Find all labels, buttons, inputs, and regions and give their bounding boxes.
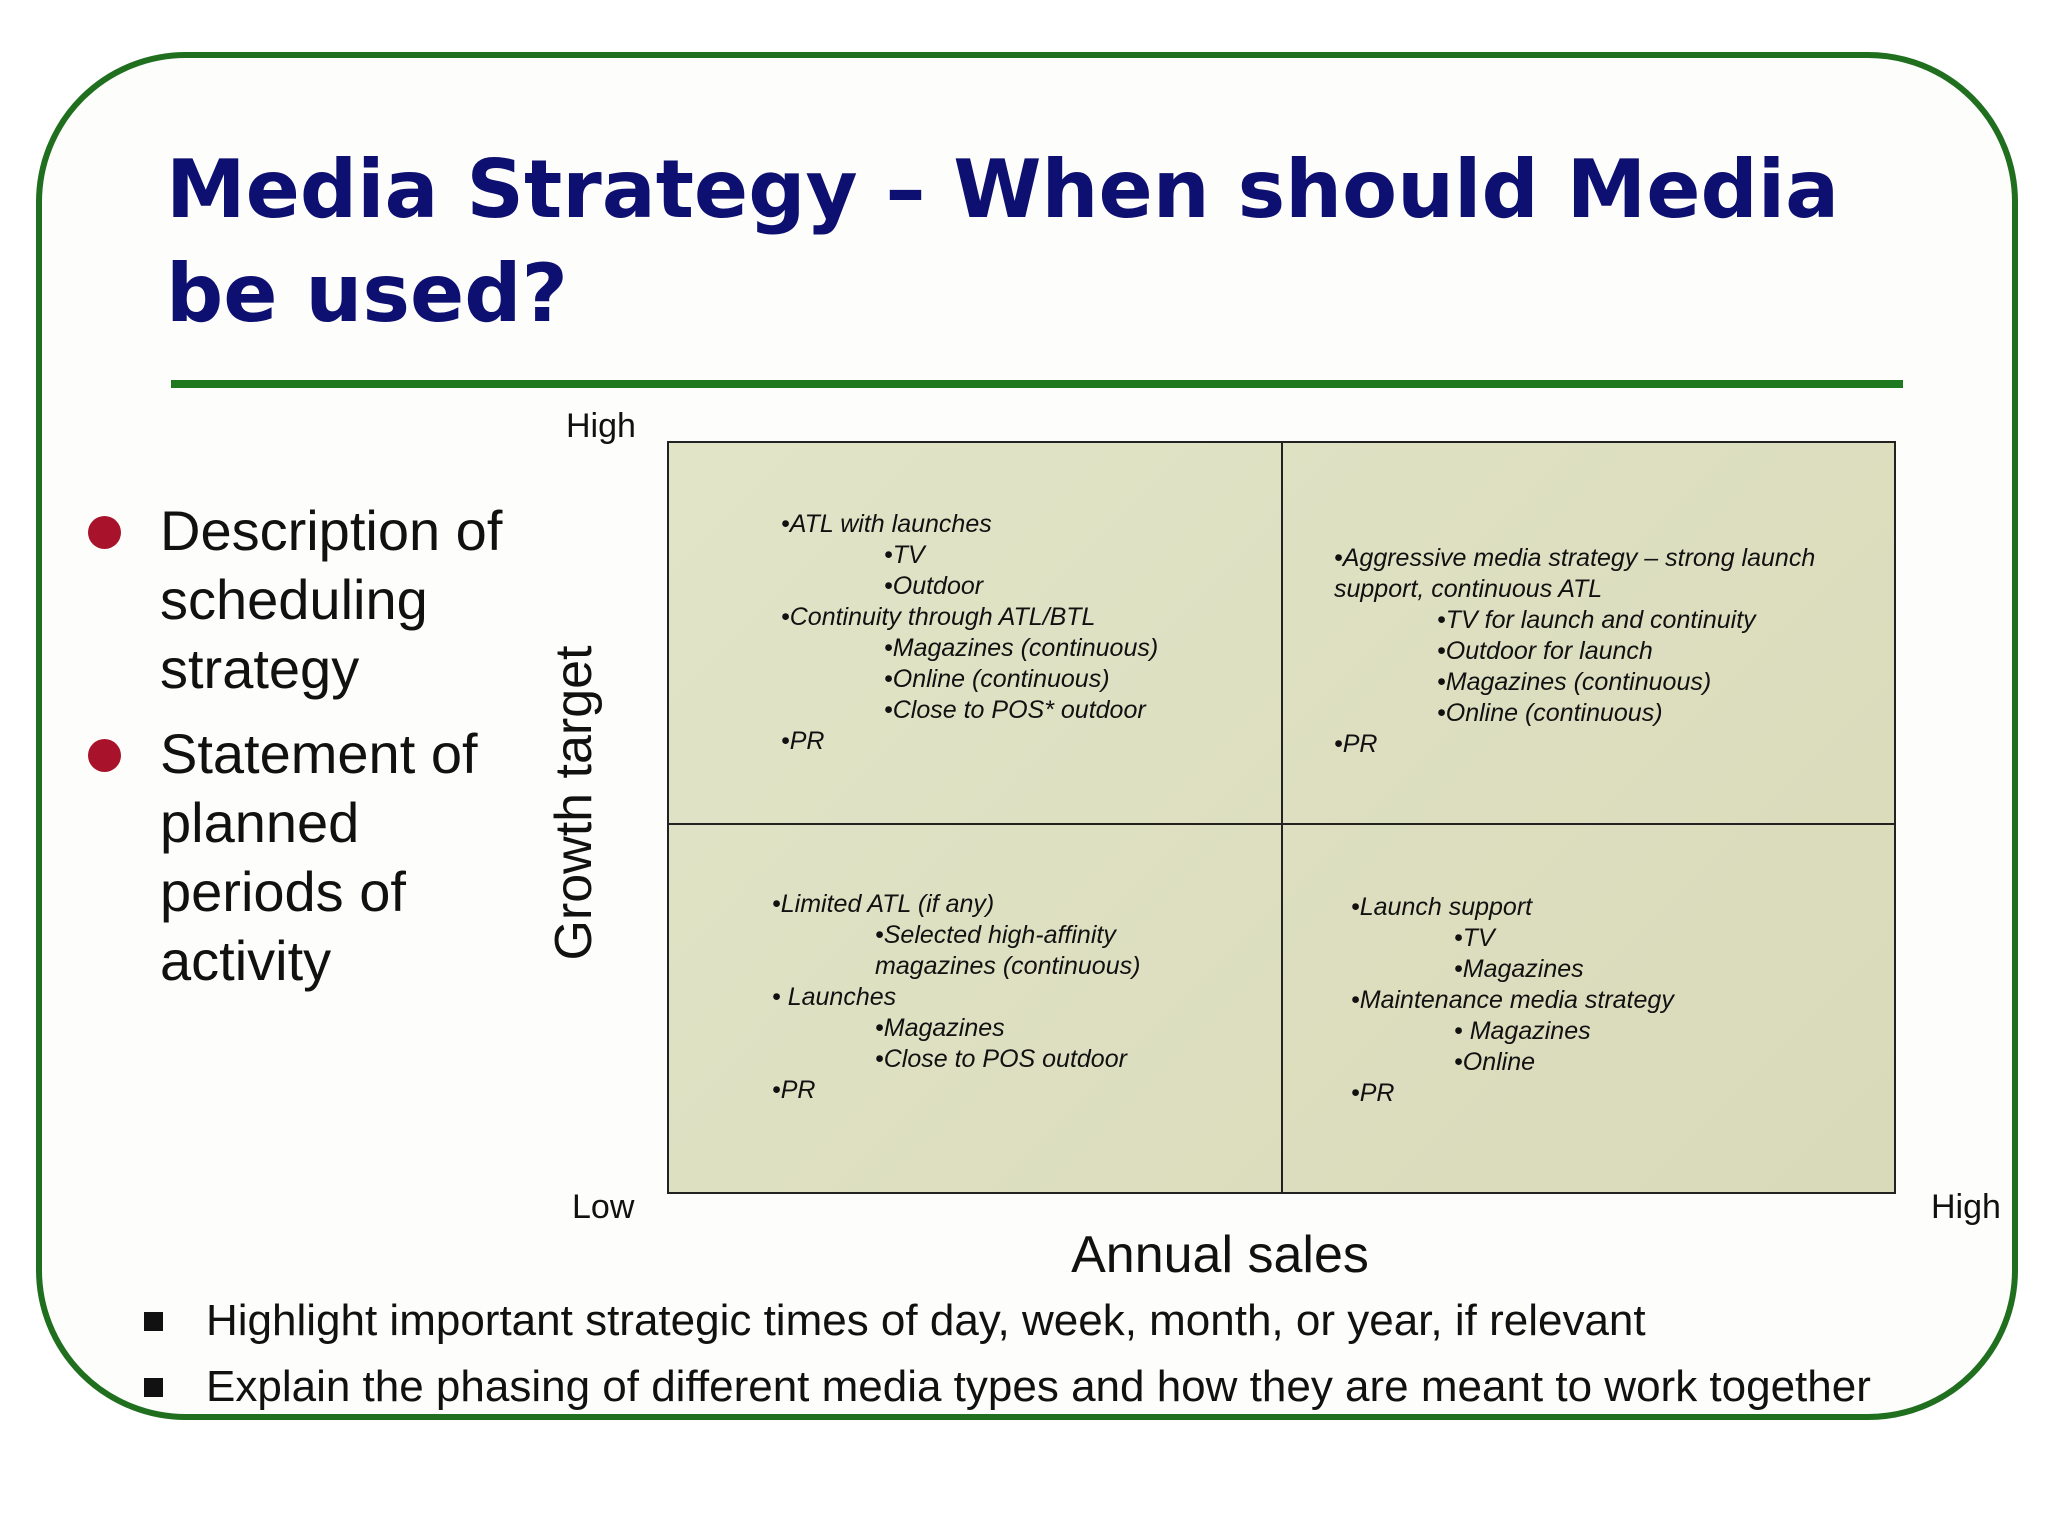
quadrant-line: •Launch support <box>1351 893 1533 921</box>
note-item <box>140 1288 1871 1354</box>
quadrant-line: •ATL with launches <box>781 510 992 538</box>
square-bullet-icon <box>144 1312 163 1331</box>
quadrant-bottom-right <box>1351 892 1674 1109</box>
quadrant-line: •Aggressive media strategy – strong launch <box>1334 544 1816 572</box>
quadrant-line: •Outdoor <box>884 572 984 600</box>
notes-list <box>140 1288 1871 1420</box>
quadrant-line: •Maintenance media strategy <box>1351 986 1674 1014</box>
quadrant-line: • Launches <box>772 983 897 1011</box>
quadrant-line: •Magazines (continuous) <box>1437 668 1712 696</box>
quadrant-line: •Selected high-affinity <box>875 921 1116 949</box>
quadrant-line: •PR <box>781 727 825 755</box>
quadrant-line: •Magazines (continuous) <box>884 634 1159 662</box>
bullet-dot-icon <box>88 516 121 549</box>
quadrant-line: •Close to POS* outdoor <box>884 696 1146 724</box>
quadrant-line: •PR <box>1334 730 1378 758</box>
quadrant-line: •Limited ATL (if any) <box>772 890 995 918</box>
bullet-text: Description of scheduling strategy <box>160 499 503 700</box>
note-text: Highlight important strategic times of day, week, month, or year, if relevant <box>206 1296 1646 1345</box>
quadrant-line: •Online (continuous) <box>884 665 1110 693</box>
quadrant-line: •Outdoor for launch <box>1437 637 1653 665</box>
bullet-dot-icon <box>88 739 121 772</box>
quadrant-top-right <box>1334 543 1815 760</box>
quadrant-line: •Online (continuous) <box>1437 699 1663 727</box>
quadrant-line: •Magazines <box>1454 955 1584 983</box>
x-axis-title: Annual sales <box>1071 1226 1369 1284</box>
title-divider <box>171 380 1903 388</box>
x-axis-high-label: High <box>1931 1188 2001 1226</box>
quadrant-line: •Continuity through ATL/BTL <box>781 603 1096 631</box>
quadrant-line: •Close to POS outdoor <box>875 1045 1127 1073</box>
quadrant-top-left <box>781 509 1158 757</box>
matrix-vertical-divider <box>1281 443 1283 1192</box>
y-axis-low-label: Low <box>572 1188 635 1226</box>
square-bullet-icon <box>144 1378 163 1397</box>
quadrant-line: •PR <box>1351 1079 1395 1107</box>
quadrant-line: •Magazines <box>875 1014 1005 1042</box>
bullet-text: Statement of planned periods of activity <box>160 722 478 992</box>
strategy-matrix <box>667 441 1896 1194</box>
note-item <box>140 1354 1871 1420</box>
slide-title: Media Strategy – When should Media be used? <box>166 143 1840 340</box>
quadrant-line: •PR <box>772 1076 816 1104</box>
note-text: Explain the phasing of different media types and how they are meant to work together <box>206 1362 1871 1411</box>
y-axis-high-label: High <box>566 407 636 445</box>
matrix-horizontal-divider <box>669 823 1894 825</box>
quadrant-line: •TV <box>1454 924 1495 952</box>
quadrant-line: •TV <box>884 541 925 569</box>
bullet-list <box>86 496 546 1011</box>
quadrant-line: •Online <box>1454 1048 1536 1076</box>
quadrant-line: magazines (continuous) <box>875 952 1141 980</box>
quadrant-line: •TV for launch and continuity <box>1437 606 1756 634</box>
bullet-item <box>86 719 546 995</box>
bullet-item <box>86 496 546 703</box>
quadrant-line: • Magazines <box>1454 1017 1591 1045</box>
y-axis-title-text: Growth target <box>545 645 603 961</box>
quadrant-bottom-left <box>772 889 1140 1106</box>
quadrant-line: support, continuous ATL <box>1334 575 1603 603</box>
